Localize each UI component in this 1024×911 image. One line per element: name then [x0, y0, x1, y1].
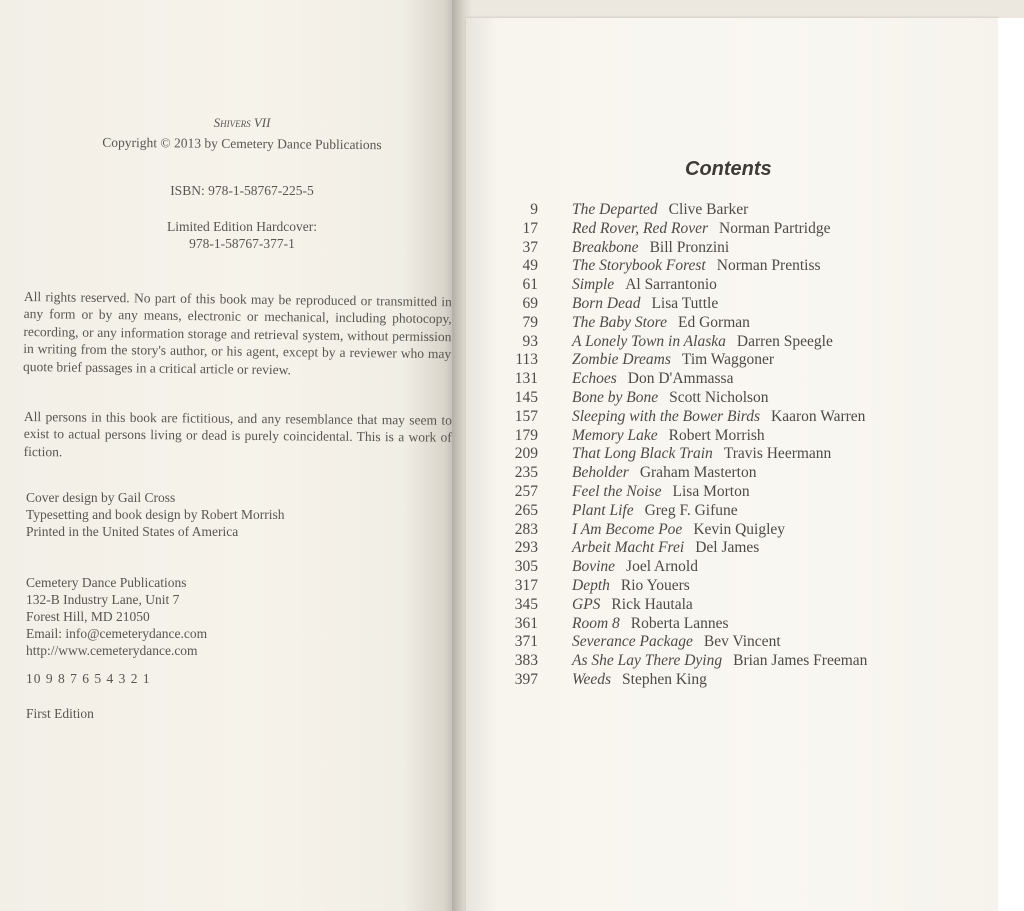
entry-page-number: 179 [514, 426, 538, 444]
contents-entry [466, 633, 998, 652]
entry-story-title: I Am Become Poe [572, 520, 683, 538]
entry-story-title: Plant Life [572, 501, 634, 519]
entry-text [572, 615, 729, 633]
entry-author: Norman Prentiss [716, 257, 821, 275]
copyright-page [0, 0, 458, 911]
contents-entry [466, 427, 998, 446]
entry-story-title: Simple [572, 276, 615, 294]
entry-page-number: 69 [522, 294, 538, 312]
entry-page-number: 283 [514, 520, 538, 538]
entry-story-title: Bone by Bone [572, 388, 659, 406]
entry-story-title: Room 8 [572, 614, 620, 632]
contents-entry [466, 615, 998, 634]
entry-text [572, 539, 759, 557]
entry-author: Roberta Lannes [630, 614, 729, 632]
printing-line: 10 9 8 7 6 5 4 3 2 1 [26, 671, 151, 686]
entry-author: Bill Pronzini [649, 238, 730, 256]
entry-page-number: 113 [515, 351, 538, 369]
entry-story-title: Breakbone [572, 238, 639, 256]
entry-author: Ed Gorman [678, 313, 750, 331]
entry-author: Robert Morrish [668, 426, 765, 444]
entry-story-title: Weeds [572, 670, 612, 688]
contents-entry [466, 257, 998, 276]
contents-entry [466, 239, 998, 258]
entry-text [572, 652, 867, 670]
entry-author: Brian James Freeman [733, 652, 868, 670]
entry-author: Clive Barker [668, 201, 749, 218]
entry-page-number: 79 [522, 313, 538, 331]
entry-story-title: The Baby Store [572, 313, 667, 331]
entry-page-number: 257 [514, 482, 538, 500]
entry-text [572, 445, 831, 463]
entry-text [572, 502, 738, 520]
contents-entry [466, 502, 998, 521]
contents-entry [466, 596, 998, 615]
entry-author: Don D'Ammassa [627, 370, 734, 388]
entry-story-title: GPS [572, 595, 601, 613]
entry-page-number: 235 [514, 464, 538, 482]
entry-page-number: 61 [522, 276, 538, 294]
entry-story-title: Memory Lake [572, 426, 658, 444]
limited-edition-isbn: 978-1-58767-377-1 [189, 236, 295, 251]
page-edge [998, 18, 1024, 911]
entry-author: Bev Vincent [703, 633, 781, 651]
entry-text [572, 596, 693, 614]
entry-text [572, 427, 765, 445]
entry-text [572, 671, 707, 689]
entry-text [572, 633, 781, 651]
entry-author: Al Sarrantonio [625, 276, 717, 294]
entry-story-title: Arbeit Macht Frei [572, 539, 685, 557]
contents-entry [466, 445, 998, 464]
contents-heading: Contents [685, 158, 772, 180]
contents-page [466, 18, 998, 911]
entry-text [572, 314, 750, 332]
entry-author: Norman Partridge [719, 219, 831, 237]
publisher-email: Email: info@cemeterydance.com [26, 626, 208, 641]
entry-story-title: Depth [572, 576, 610, 594]
entry-text [572, 370, 733, 388]
contents-entry [466, 408, 998, 427]
entry-author: Tim Waggoner [681, 351, 775, 369]
entry-page-number: 397 [514, 670, 538, 688]
contents-entry [466, 558, 998, 577]
entry-author: Graham Masterton [639, 464, 757, 482]
contents-entry [466, 351, 998, 370]
series-title: Shivers VII [213, 115, 271, 130]
entry-page-number: 371 [514, 633, 538, 651]
contents-entry [466, 201, 998, 220]
entry-story-title: The Departed [572, 201, 658, 218]
entry-page-number: 131 [514, 370, 538, 388]
entry-page-number: 317 [514, 576, 538, 594]
entry-story-title: Red Rover, Red Rover [572, 219, 708, 237]
entry-author: Stephen King [622, 670, 707, 688]
entry-author: Scott Nicholson [669, 388, 769, 406]
entry-author: Kevin Quigley [693, 520, 786, 538]
entry-text [572, 483, 750, 501]
entry-story-title: As She Lay There Dying [572, 652, 723, 670]
entry-author: Greg F. Gifune [644, 501, 738, 519]
credit-line: Typesetting and book design by Robert Morrish [26, 507, 285, 522]
entry-page-number: 293 [514, 539, 538, 557]
contents-entry [466, 577, 998, 596]
entry-story-title: Zombie Dreams [572, 351, 671, 369]
entry-text [572, 389, 769, 407]
entry-text [572, 521, 785, 539]
entry-page-number: 265 [514, 501, 538, 519]
entry-text [572, 276, 717, 294]
entry-story-title: Sleeping with the Bower Birds [572, 407, 760, 425]
contents-entry [466, 220, 998, 239]
entry-story-title: Feel the Noise [572, 482, 662, 500]
entry-page-number: 361 [514, 614, 538, 632]
entry-text [572, 220, 830, 238]
isbn-line: ISBN: 978-1-58767-225-5 [170, 183, 314, 198]
entry-story-title: That Long Black Train [572, 445, 713, 463]
publisher-city: Forest Hill, MD 21050 [26, 609, 150, 624]
entry-page-number: 9 [530, 201, 538, 218]
entry-text [572, 351, 774, 369]
entry-page-number: 383 [514, 652, 538, 670]
contents-list [466, 201, 998, 690]
entry-text [572, 239, 729, 257]
entry-author: Darren Speegle [736, 332, 833, 350]
entry-text [572, 201, 748, 219]
contents-entry [466, 295, 998, 314]
contents-entry [466, 370, 998, 389]
entry-page-number: 145 [514, 388, 538, 406]
contents-entry [466, 464, 998, 483]
contents-entry [466, 539, 998, 558]
entry-story-title: Born Dead [572, 294, 641, 312]
contents-entry [466, 389, 998, 408]
entry-page-number: 17 [522, 219, 538, 237]
entry-author: Kaaron Warren [771, 407, 866, 425]
credit-line: Printed in the United States of America [26, 524, 239, 539]
entry-text [572, 577, 690, 595]
rights-paragraph: All rights reserved. No part of this book may be reproduced or transmitted in any form or by any means, electronic or mechanical, including photocopy, recording, or any information storage and retrieval system, without permission in writing from the story's author, or his agent, except by a reviewer who may quote brief passages in a critical article or review. [22, 288, 452, 377]
entry-text [572, 464, 756, 482]
entry-author: Rick Hautala [611, 595, 693, 613]
copyright-line: Copyright © 2013 by Cemetery Dance Publications [102, 134, 382, 153]
limited-edition-label: Limited Edition Hardcover: [167, 219, 317, 234]
entry-page-number: 157 [514, 407, 538, 425]
contents-entry [466, 483, 998, 502]
entry-story-title: Echoes [572, 370, 617, 388]
entry-author: Rio Youers [620, 576, 690, 594]
entry-page-number: 209 [514, 445, 538, 463]
contents-entry [466, 333, 998, 352]
entry-page-number: 37 [522, 238, 538, 256]
entry-text [572, 408, 865, 426]
entry-story-title: A Lonely Town in Alaska [572, 332, 726, 350]
contents-entry [466, 671, 998, 690]
contents-entry [466, 521, 998, 540]
contents-entry [466, 314, 998, 333]
entry-text [572, 558, 698, 576]
entry-text [572, 257, 821, 275]
entry-page-number: 305 [514, 558, 538, 576]
publisher-website: http://www.cemeterydance.com [26, 643, 198, 658]
credit-line: Cover design by Gail Cross [26, 490, 176, 505]
entry-story-title: Beholder [572, 464, 629, 482]
entry-page-number: 93 [522, 332, 538, 350]
contents-entry [466, 652, 998, 671]
entry-page-number: 49 [522, 257, 538, 275]
entry-text [572, 333, 833, 351]
entry-author: Del James [695, 539, 760, 557]
entry-story-title: Bovine [572, 558, 616, 576]
publisher-street: 132-B Industry Lane, Unit 7 [26, 592, 180, 607]
entry-author: Travis Heermann [723, 445, 832, 463]
edition-line: First Edition [26, 706, 94, 721]
entry-page-number: 345 [514, 595, 538, 613]
publisher-name: Cemetery Dance Publications [26, 575, 187, 590]
entry-author: Lisa Tuttle [651, 294, 719, 312]
fiction-disclaimer: All persons in this book are fictitious, and any resemblance that may seem to exist to actual persons living or dead is purely coincidental. This is a work of fiction. [23, 408, 452, 460]
entry-author: Joel Arnold [626, 558, 698, 576]
entry-story-title: Severance Package [572, 633, 693, 651]
contents-entry [466, 276, 998, 295]
entry-text [572, 295, 718, 313]
entry-author: Lisa Morton [672, 482, 750, 500]
entry-story-title: The Storybook Forest [572, 257, 706, 275]
